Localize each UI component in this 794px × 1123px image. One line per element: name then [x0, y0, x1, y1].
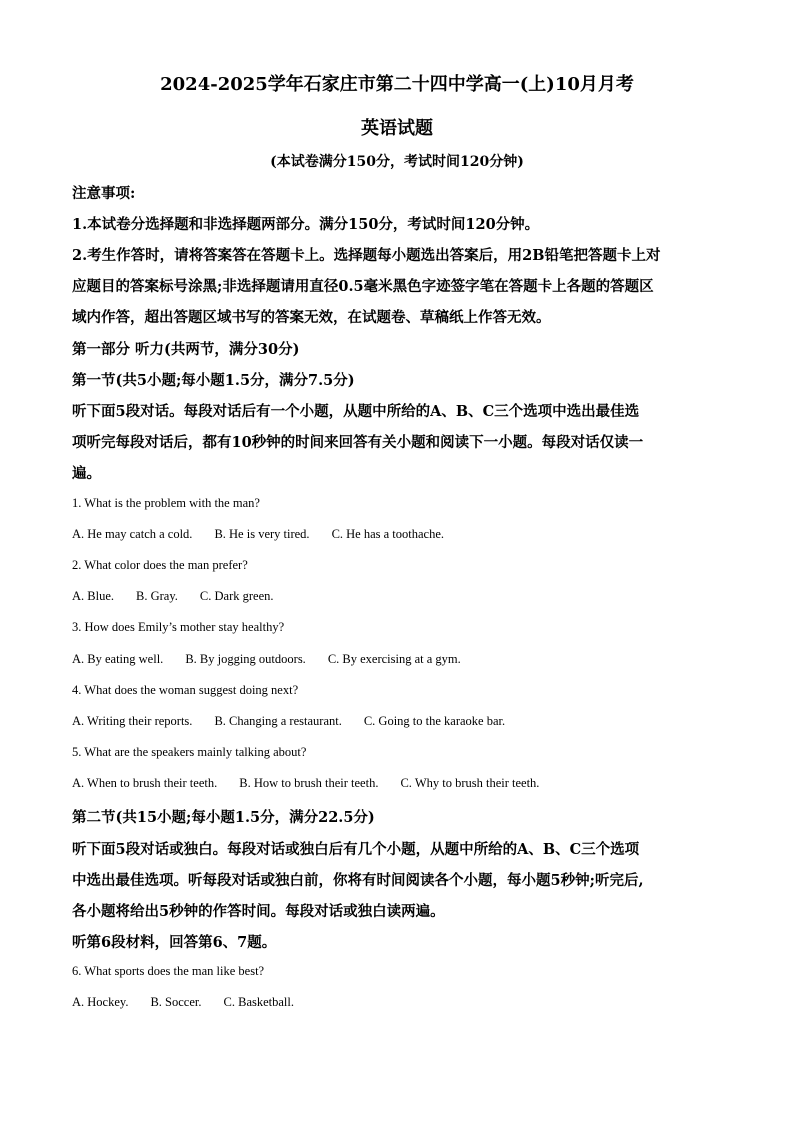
section1-instruction-line-1: 听下面5段对话。每段对话后有一个小题，从题中所给的A、B、C三个选项中选出最佳选	[72, 403, 640, 420]
question-4-options	[72, 714, 505, 729]
question-5: 5. What are the speakers mainly talking about?	[72, 745, 307, 759]
option-c: C. He has a toothache.	[331, 527, 445, 541]
option-a: A. Hockey.	[72, 995, 129, 1009]
option-c: C. Why to brush their teeth.	[400, 776, 540, 790]
notice-heading: 注意事项:	[72, 185, 136, 202]
option-a: A. By eating well.	[72, 652, 164, 666]
question-2-options	[72, 589, 274, 604]
question-6-options	[72, 995, 294, 1010]
section1-instruction-line-3: 遍。	[72, 465, 101, 482]
section1-heading: 第一节(共5小题;每小题1.5分，满分7.5分)	[72, 372, 355, 389]
question-1-options	[72, 527, 444, 542]
notice-item-2-line-1: 2.考生作答时，请将答案答在答题卡上。选择题每小题选出答案后，用2B铅笔把答题卡上对	[72, 247, 661, 264]
question-5-options	[72, 776, 539, 791]
option-b: B. By jogging outdoors.	[185, 652, 306, 666]
option-b: B. Gray.	[136, 589, 178, 603]
section2-instruction-line-3: 各小题将给出5秒钟的作答时间。每段对话或独白读两遍。	[72, 903, 445, 920]
option-b: B. Changing a restaurant.	[214, 714, 342, 728]
section2-heading: 第二节(共15小题;每小题1.5分，满分22.5分)	[72, 809, 375, 826]
material-6-heading: 听第6段材料，回答第6、7题。	[72, 934, 277, 951]
option-c: C. Basketball.	[223, 995, 294, 1009]
exam-score-note: (本试卷满分150分，考试时间120分钟)	[270, 154, 524, 170]
notice-item-1: 1.本试卷分选择题和非选择题两部分。满分150分，考试时间120分钟。	[72, 216, 540, 233]
option-a: A. Blue.	[72, 589, 115, 603]
question-3: 3. How does Emily’s mother stay healthy?	[72, 620, 285, 634]
notice-item-2-line-3: 域内作答，超出答题区域书写的答案无效，在试题卷、草稿纸上作答无效。	[72, 309, 551, 326]
section1-instruction-line-2: 项听完每段对话后，都有10秒钟的时间来回答有关小题和阅读下一小题。每段对话仅读一	[72, 434, 644, 451]
question-6: 6. What sports does the man like best?	[72, 964, 265, 978]
question-4: 4. What does the woman suggest doing next?	[72, 683, 299, 697]
exam-subject: 英语试题	[361, 118, 433, 139]
part1-heading: 第一部分 听力(共两节，满分30分)	[72, 341, 300, 358]
question-3-options	[72, 652, 461, 667]
option-b: B. He is very tired.	[214, 527, 310, 541]
option-c: C. Going to the karaoke bar.	[363, 714, 506, 728]
question-2: 2. What color does the man prefer?	[72, 558, 248, 572]
option-c: C. Dark green.	[199, 589, 274, 603]
section2-instruction-line-1: 听下面5段对话或独白。每段对话或独白后有几个小题，从题中所给的A、B、C三个选项	[72, 841, 640, 858]
option-a: A. When to brush their teeth.	[72, 776, 218, 790]
option-a: A. Writing their reports.	[72, 714, 193, 728]
notice-item-2-line-2: 应题目的答案标号涂黑;非选择题请用直径0.5毫米黑色字迹签字笔在答题卡上各题的答题区	[72, 278, 654, 295]
option-b: B. Soccer.	[150, 995, 202, 1009]
option-b: B. How to brush their teeth.	[239, 776, 379, 790]
option-c: C. By exercising at a gym.	[327, 652, 461, 666]
option-a: A. He may catch a cold.	[72, 527, 193, 541]
section2-instruction-line-2: 中选出最佳选项。听每段对话或独白前，你将有时间阅读各个小题，每小题5秒钟;听完后,	[72, 872, 644, 889]
question-1: 1. What is the problem with the man?	[72, 496, 260, 510]
exam-title: 2024-2025学年石家庄市第二十四中学高一(上)10月月考	[160, 74, 634, 95]
